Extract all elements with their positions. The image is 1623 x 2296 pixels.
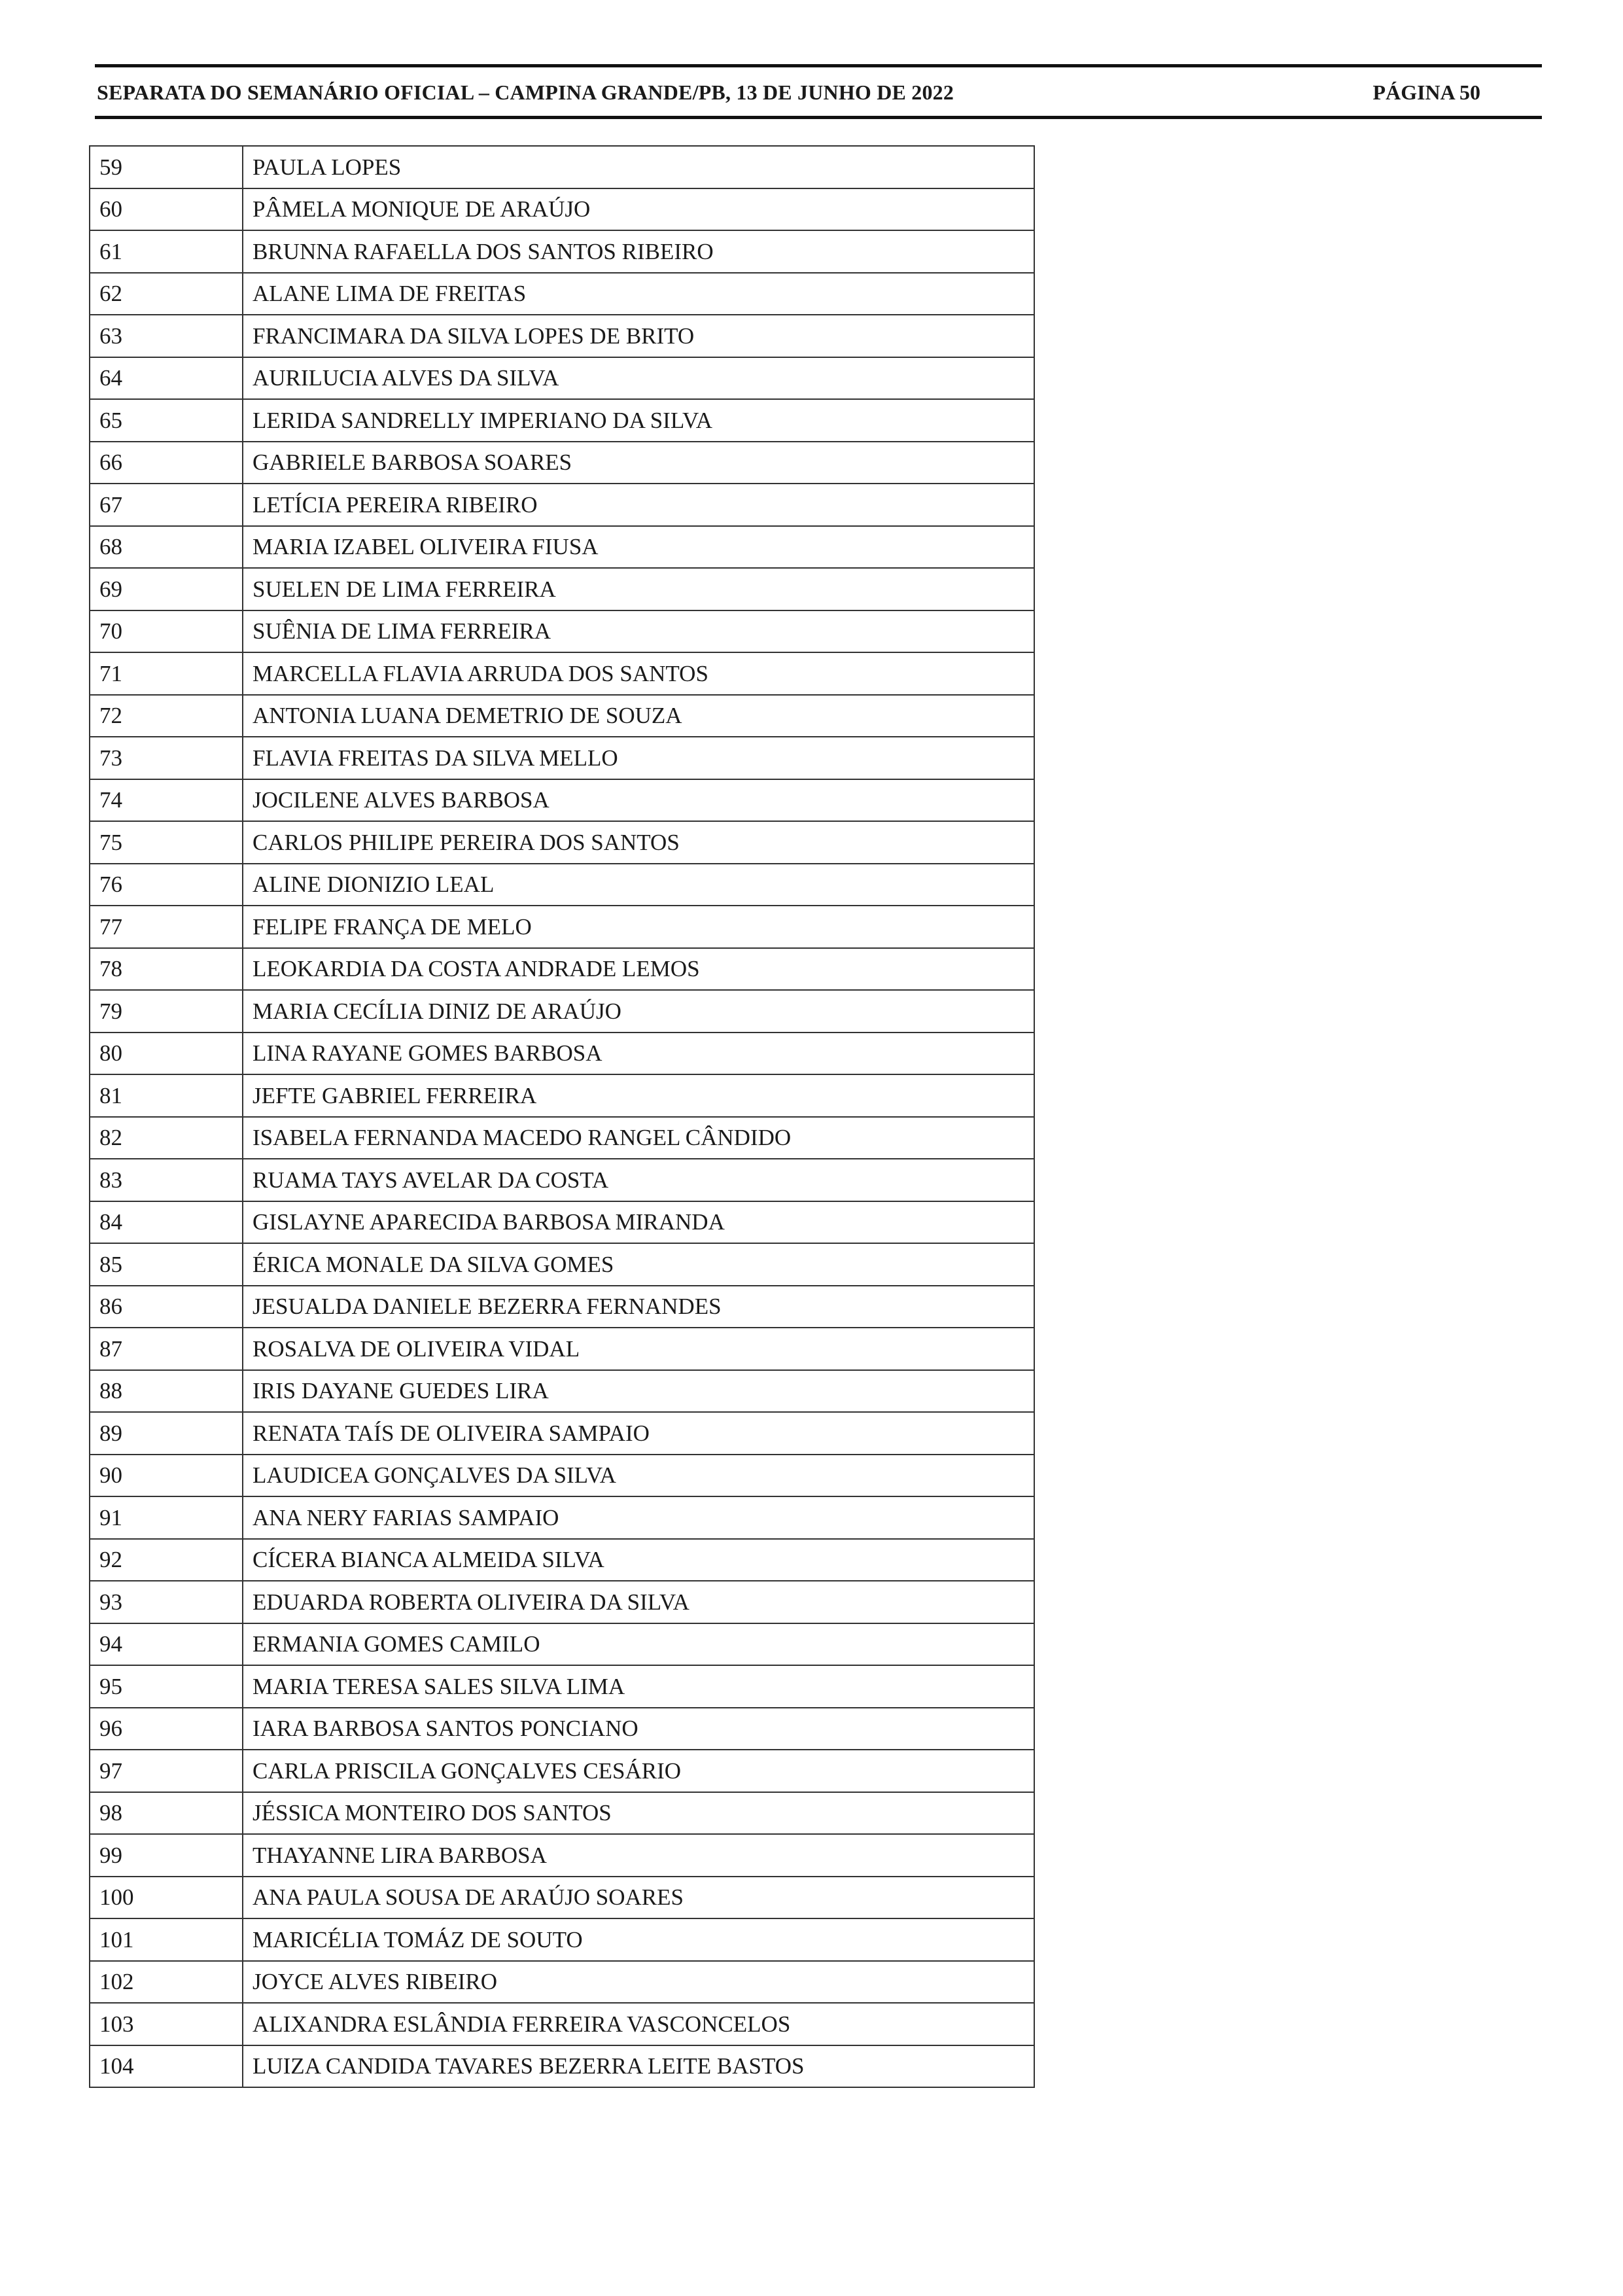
row-name: CÍCERA BIANCA ALMEIDA SILVA bbox=[243, 1539, 1034, 1581]
row-number: 76 bbox=[90, 864, 243, 906]
row-name: MARIA TERESA SALES SILVA LIMA bbox=[243, 1665, 1034, 1708]
table-row bbox=[90, 1961, 1034, 2004]
table-row bbox=[90, 779, 1034, 822]
table-row bbox=[90, 1243, 1034, 1286]
table-row bbox=[90, 1455, 1034, 1497]
row-number: 96 bbox=[90, 1708, 243, 1750]
row-name: IARA BARBOSA SANTOS PONCIANO bbox=[243, 1708, 1034, 1750]
table-row bbox=[90, 1328, 1034, 1370]
row-number: 86 bbox=[90, 1286, 243, 1328]
row-name: ALIXANDRA ESLÂNDIA FERREIRA VASCONCELOS bbox=[243, 2003, 1034, 2045]
row-number: 89 bbox=[90, 1412, 243, 1455]
row-number: 93 bbox=[90, 1581, 243, 1623]
row-number: 67 bbox=[90, 484, 243, 526]
row-name: ANTONIA LUANA DEMETRIO DE SOUZA bbox=[243, 695, 1034, 737]
row-number: 78 bbox=[90, 948, 243, 991]
table-row bbox=[90, 1750, 1034, 1792]
row-number: 70 bbox=[90, 610, 243, 653]
row-name: BRUNNA RAFAELLA DOS SANTOS RIBEIRO bbox=[243, 230, 1034, 273]
table-row bbox=[90, 1074, 1034, 1117]
row-number: 99 bbox=[90, 1834, 243, 1877]
row-number: 63 bbox=[90, 315, 243, 357]
table-row bbox=[90, 1623, 1034, 1666]
row-number: 91 bbox=[90, 1496, 243, 1539]
row-name: GABRIELE BARBOSA SOARES bbox=[243, 442, 1034, 484]
row-number: 64 bbox=[90, 357, 243, 400]
row-number: 59 bbox=[90, 146, 243, 188]
table-row bbox=[90, 484, 1034, 526]
row-number: 73 bbox=[90, 737, 243, 779]
row-number: 62 bbox=[90, 273, 243, 315]
row-name: CARLOS PHILIPE PEREIRA DOS SANTOS bbox=[243, 821, 1034, 864]
header-title: SEPARATA DO SEMANÁRIO OFICIAL – CAMPINA GRANDE/PB, 13 DE JUNHO DE 2022 bbox=[97, 80, 954, 104]
row-number: 72 bbox=[90, 695, 243, 737]
row-name: ANA PAULA SOUSA DE ARAÚJO SOARES bbox=[243, 1877, 1034, 1919]
row-number: 83 bbox=[90, 1159, 243, 1201]
row-number: 69 bbox=[90, 568, 243, 610]
table-row bbox=[90, 315, 1034, 357]
table-row bbox=[90, 737, 1034, 779]
row-number: 77 bbox=[90, 906, 243, 948]
row-number: 85 bbox=[90, 1243, 243, 1286]
table-row bbox=[90, 1581, 1034, 1623]
row-number: 68 bbox=[90, 526, 243, 569]
table-row bbox=[90, 188, 1034, 231]
row-number: 80 bbox=[90, 1033, 243, 1075]
table-row bbox=[90, 1370, 1034, 1413]
table-row bbox=[90, 1159, 1034, 1201]
row-name: ALANE LIMA DE FREITAS bbox=[243, 273, 1034, 315]
row-name: RUAMA TAYS AVELAR DA COSTA bbox=[243, 1159, 1034, 1201]
table-row bbox=[90, 1708, 1034, 1750]
row-number: 82 bbox=[90, 1117, 243, 1159]
table-row bbox=[90, 906, 1034, 948]
row-name: MARCELLA FLAVIA ARRUDA DOS SANTOS bbox=[243, 652, 1034, 695]
row-name: ANA NERY FARIAS SAMPAIO bbox=[243, 1496, 1034, 1539]
row-name: SUÊNIA DE LIMA FERREIRA bbox=[243, 610, 1034, 653]
row-number: 60 bbox=[90, 188, 243, 231]
table-row bbox=[90, 1201, 1034, 1244]
table-row bbox=[90, 442, 1034, 484]
row-name: ROSALVA DE OLIVEIRA VIDAL bbox=[243, 1328, 1034, 1370]
table-row bbox=[90, 1877, 1034, 1919]
table-row bbox=[90, 146, 1034, 188]
row-number: 95 bbox=[90, 1665, 243, 1708]
row-name: THAYANNE LIRA BARBOSA bbox=[243, 1834, 1034, 1877]
row-name: ERMANIA GOMES CAMILO bbox=[243, 1623, 1034, 1666]
table-row bbox=[90, 1834, 1034, 1877]
row-name: MARIA CECÍLIA DINIZ DE ARAÚJO bbox=[243, 990, 1034, 1033]
table-row bbox=[90, 1665, 1034, 1708]
row-number: 104 bbox=[90, 2045, 243, 2088]
names-table bbox=[89, 145, 1035, 2088]
table-row bbox=[90, 1918, 1034, 1961]
table-row bbox=[90, 357, 1034, 400]
row-name: LEOKARDIA DA COSTA ANDRADE LEMOS bbox=[243, 948, 1034, 991]
table-row bbox=[90, 526, 1034, 569]
row-number: 61 bbox=[90, 230, 243, 273]
row-number: 66 bbox=[90, 442, 243, 484]
row-name: JOCILENE ALVES BARBOSA bbox=[243, 779, 1034, 822]
row-name: EDUARDA ROBERTA OLIVEIRA DA SILVA bbox=[243, 1581, 1034, 1623]
row-name: ÉRICA MONALE DA SILVA GOMES bbox=[243, 1243, 1034, 1286]
row-name: MARICÉLIA TOMÁZ DE SOUTO bbox=[243, 1918, 1034, 1961]
page-number: PÁGINA 50 bbox=[1372, 80, 1480, 104]
row-number: 65 bbox=[90, 399, 243, 442]
table-row bbox=[90, 948, 1034, 991]
row-number: 92 bbox=[90, 1539, 243, 1581]
row-name: LINA RAYANE GOMES BARBOSA bbox=[243, 1033, 1034, 1075]
row-name: PÂMELA MONIQUE DE ARAÚJO bbox=[243, 188, 1034, 231]
row-number: 102 bbox=[90, 1961, 243, 2004]
row-name: MARIA IZABEL OLIVEIRA FIUSA bbox=[243, 526, 1034, 569]
row-number: 84 bbox=[90, 1201, 243, 1244]
row-number: 74 bbox=[90, 779, 243, 822]
row-number: 81 bbox=[90, 1074, 243, 1117]
row-number: 75 bbox=[90, 821, 243, 864]
row-name: FELIPE FRANÇA DE MELO bbox=[243, 906, 1034, 948]
row-name: JÉSSICA MONTEIRO DOS SANTOS bbox=[243, 1792, 1034, 1835]
row-number: 79 bbox=[90, 990, 243, 1033]
row-number: 90 bbox=[90, 1455, 243, 1497]
row-name: CARLA PRISCILA GONÇALVES CESÁRIO bbox=[243, 1750, 1034, 1792]
table-row bbox=[90, 864, 1034, 906]
row-name: LETÍCIA PEREIRA RIBEIRO bbox=[243, 484, 1034, 526]
table-row bbox=[90, 1412, 1034, 1455]
table-row bbox=[90, 1539, 1034, 1581]
row-name: ISABELA FERNANDA MACEDO RANGEL CÂNDIDO bbox=[243, 1117, 1034, 1159]
table-row bbox=[90, 1496, 1034, 1539]
table-row bbox=[90, 695, 1034, 737]
row-name: SUELEN DE LIMA FERREIRA bbox=[243, 568, 1034, 610]
row-number: 87 bbox=[90, 1328, 243, 1370]
row-name: AURILUCIA ALVES DA SILVA bbox=[243, 357, 1034, 400]
page-header bbox=[95, 64, 1542, 119]
table-row bbox=[90, 821, 1034, 864]
row-number: 71 bbox=[90, 652, 243, 695]
row-name: GISLAYNE APARECIDA BARBOSA MIRANDA bbox=[243, 1201, 1034, 1244]
row-name: FRANCIMARA DA SILVA LOPES DE BRITO bbox=[243, 315, 1034, 357]
table-row bbox=[90, 568, 1034, 610]
row-name: RENATA TAÍS DE OLIVEIRA SAMPAIO bbox=[243, 1412, 1034, 1455]
row-number: 97 bbox=[90, 1750, 243, 1792]
row-number: 100 bbox=[90, 1877, 243, 1919]
table-row bbox=[90, 610, 1034, 653]
row-name: LUIZA CANDIDA TAVARES BEZERRA LEITE BASTOS bbox=[243, 2045, 1034, 2088]
table-row bbox=[90, 1792, 1034, 1835]
row-name: JESUALDA DANIELE BEZERRA FERNANDES bbox=[243, 1286, 1034, 1328]
row-name: FLAVIA FREITAS DA SILVA MELLO bbox=[243, 737, 1034, 779]
row-name: LERIDA SANDRELLY IMPERIANO DA SILVA bbox=[243, 399, 1034, 442]
row-number: 88 bbox=[90, 1370, 243, 1413]
table-row bbox=[90, 1033, 1034, 1075]
table-row bbox=[90, 273, 1034, 315]
row-number: 98 bbox=[90, 1792, 243, 1835]
row-number: 101 bbox=[90, 1918, 243, 1961]
row-number: 103 bbox=[90, 2003, 243, 2045]
row-name: PAULA LOPES bbox=[243, 146, 1034, 188]
table-row bbox=[90, 990, 1034, 1033]
table-row bbox=[90, 1117, 1034, 1159]
row-name: ALINE DIONIZIO LEAL bbox=[243, 864, 1034, 906]
row-name: IRIS DAYANE GUEDES LIRA bbox=[243, 1370, 1034, 1413]
table-row bbox=[90, 399, 1034, 442]
names-table-body bbox=[90, 146, 1034, 2087]
table-row bbox=[90, 2045, 1034, 2088]
table-row bbox=[90, 230, 1034, 273]
row-number: 94 bbox=[90, 1623, 243, 1666]
row-name: LAUDICEA GONÇALVES DA SILVA bbox=[243, 1455, 1034, 1497]
table-row bbox=[90, 652, 1034, 695]
table-row bbox=[90, 1286, 1034, 1328]
row-name: JOYCE ALVES RIBEIRO bbox=[243, 1961, 1034, 2004]
table-row bbox=[90, 2003, 1034, 2045]
row-name: JEFTE GABRIEL FERREIRA bbox=[243, 1074, 1034, 1117]
